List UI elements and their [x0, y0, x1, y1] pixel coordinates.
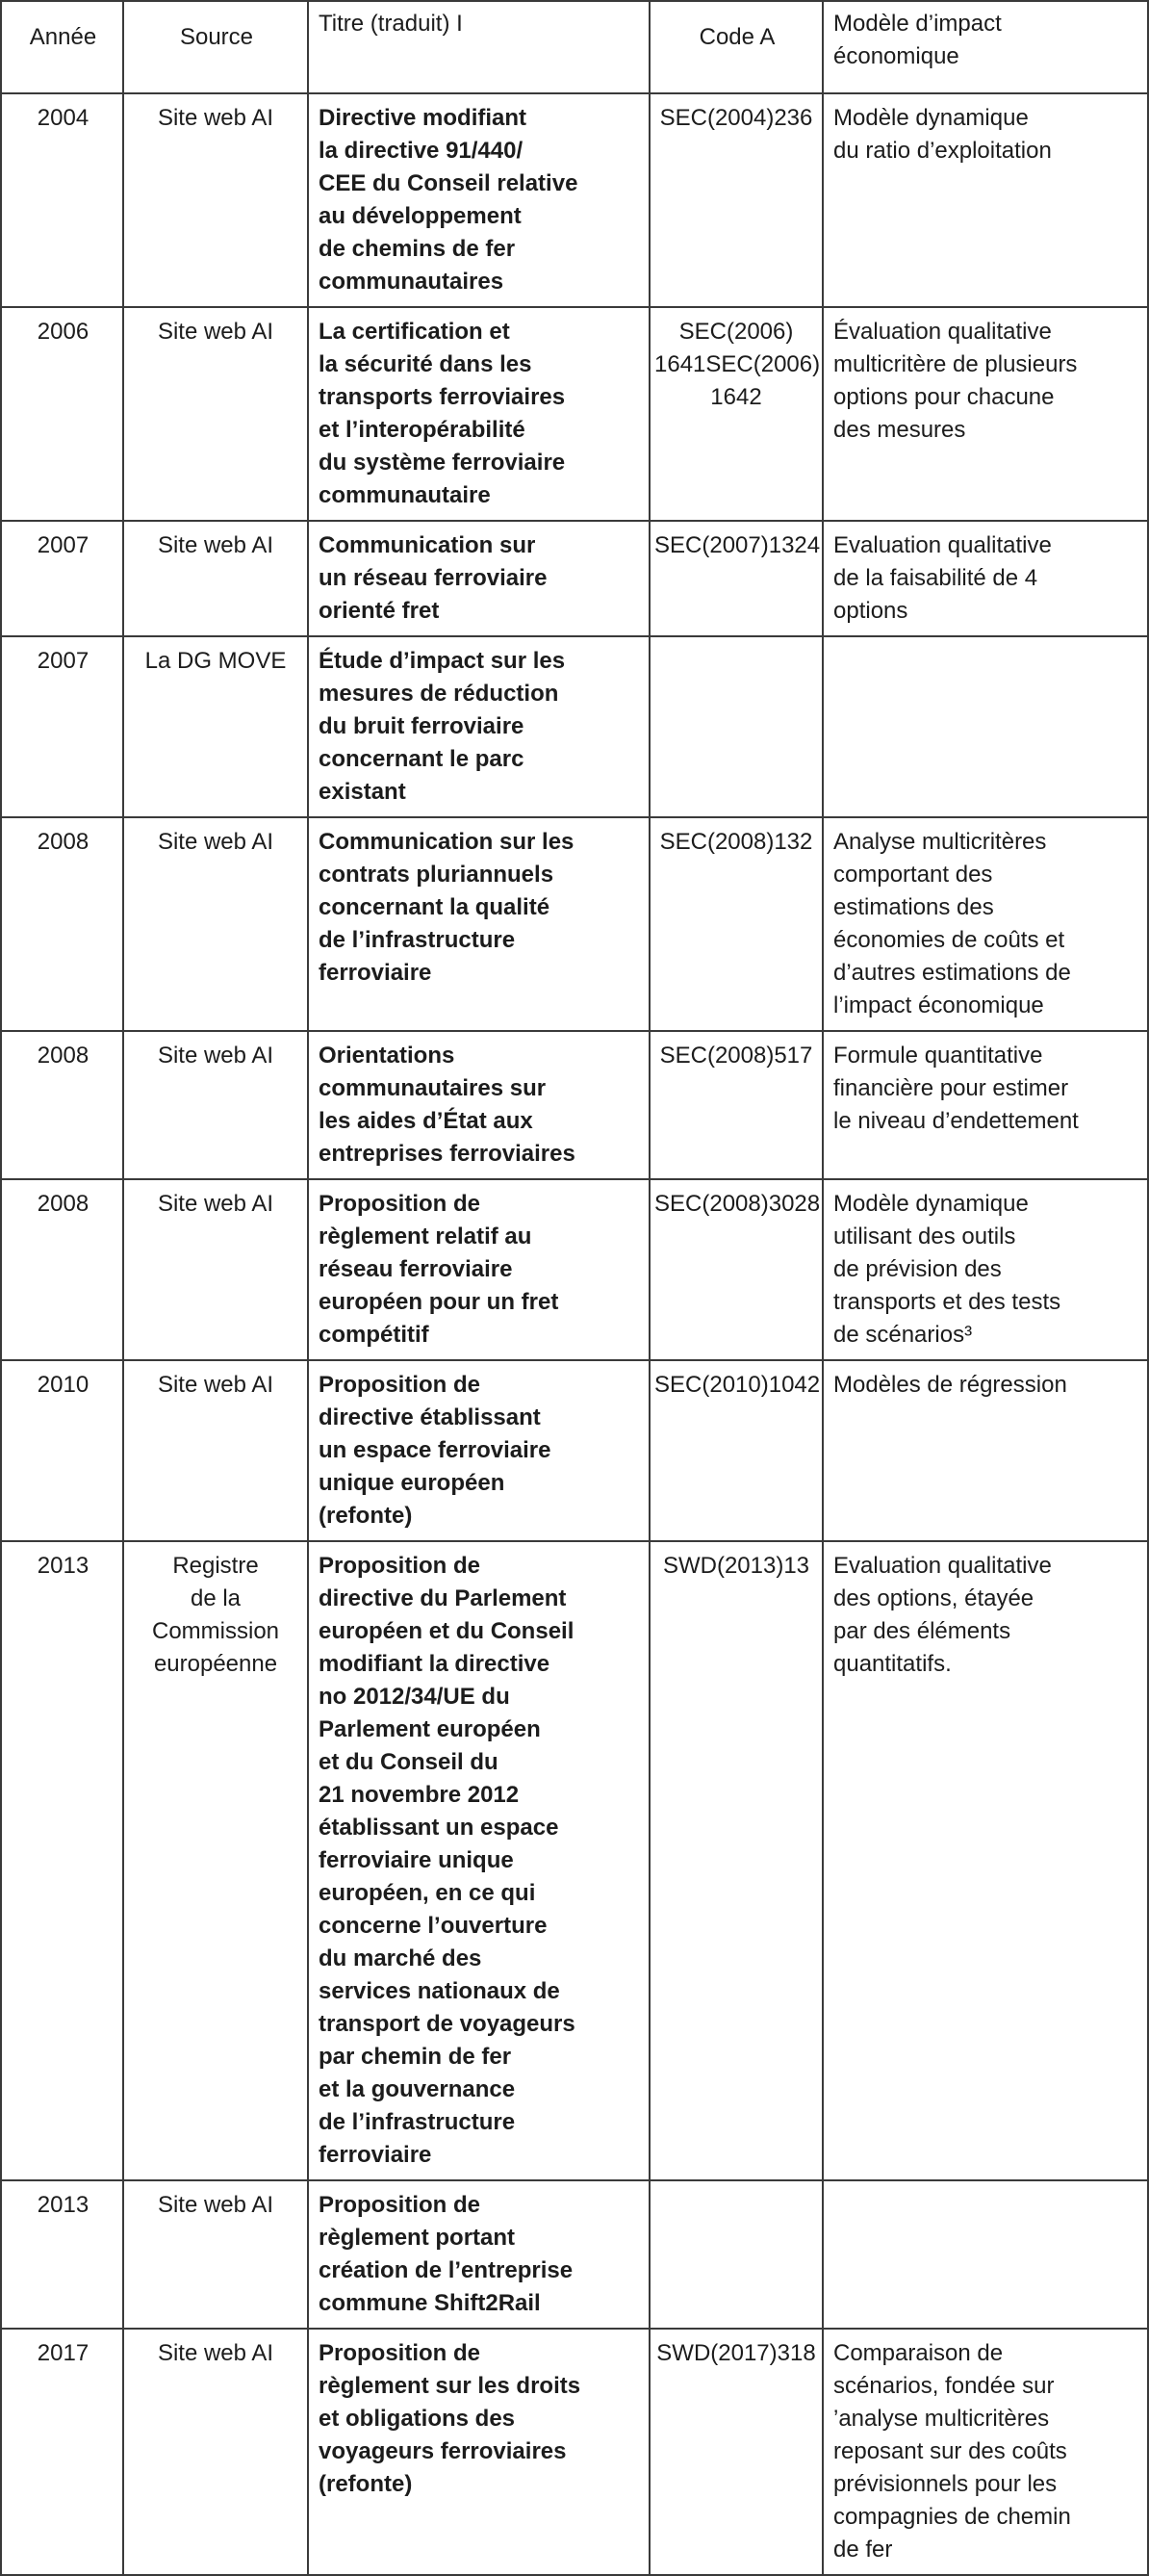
cell-annee: 2007: [1, 521, 123, 636]
cell-annee: 2006: [1, 307, 123, 521]
table-row: [1, 2180, 1148, 2329]
cell-titre: Proposition de règlement portant création de l’entreprise commune Shift2Rail: [308, 2180, 650, 2329]
table-row: [1, 307, 1148, 521]
cell-titre: Étude d’impact sur les mesures de réduction du bruit ferroviaire concernant le parc existant: [308, 636, 650, 817]
cell-source: Site web AI: [123, 307, 308, 521]
cell-annee: 2007: [1, 636, 123, 817]
cell-titre: La certification et la sécurité dans les transports ferroviaires et l’interopérabilité du système ferroviaire communautaire: [308, 307, 650, 521]
cell-code: [650, 2180, 823, 2329]
cell-titre: Orientations communautaires sur les aides d’État aux entreprises ferroviaires: [308, 1031, 650, 1179]
table-row: [1, 521, 1148, 636]
cell-code: SEC(2008)3028: [650, 1179, 823, 1360]
header-source: Source: [123, 1, 308, 93]
cell-annee: 2008: [1, 1179, 123, 1360]
table-body: [1, 93, 1148, 2575]
cell-annee: 2013: [1, 2180, 123, 2329]
cell-annee: 2013: [1, 1541, 123, 2180]
cell-modele: Evaluation qualitative des options, étayée par des éléments quantitatifs.: [823, 1541, 1148, 2180]
cell-modele: Analyse multicritères comportant des estimations des économies de coûts et d’autres estimations de l’impact économique: [823, 817, 1148, 1031]
cell-code: SEC(2007)1324: [650, 521, 823, 636]
cell-source: Site web AI: [123, 93, 308, 307]
table-row: [1, 636, 1148, 817]
table-header: [1, 1, 1148, 93]
cell-source: Site web AI: [123, 1360, 308, 1541]
cell-source: Site web AI: [123, 817, 308, 1031]
cell-annee: 2008: [1, 1031, 123, 1179]
cell-annee: 2004: [1, 93, 123, 307]
cell-code: SEC(2010)1042: [650, 1360, 823, 1541]
cell-modele: Comparaison de scénarios, fondée sur ’analyse multicritères reposant sur des coûts prévisionnels pour les compagnies de chemin de fer: [823, 2329, 1148, 2575]
cell-modele: [823, 636, 1148, 817]
cell-annee: 2008: [1, 817, 123, 1031]
cell-titre: Communication sur un réseau ferroviaire orienté fret: [308, 521, 650, 636]
cell-source: Site web AI: [123, 2180, 308, 2329]
cell-source: La DG MOVE: [123, 636, 308, 817]
cell-code: SEC(2006) 1641SEC(2006) 1642: [650, 307, 823, 521]
header-row: [1, 1, 1148, 93]
cell-modele: Évaluation qualitative multicritère de plusieurs options pour chacune des mesures: [823, 307, 1148, 521]
cell-titre: Proposition de directive établissant un espace ferroviaire unique européen (refonte): [308, 1360, 650, 1541]
cell-code: SWD(2017)318: [650, 2329, 823, 2575]
cell-modele: Formule quantitative financière pour estimer le niveau d’endettement: [823, 1031, 1148, 1179]
cell-source: Site web AI: [123, 1031, 308, 1179]
cell-code: [650, 636, 823, 817]
cell-titre: Proposition de directive du Parlement européen et du Conseil modifiant la directive no 2012/34/UE du Parlement européen et du Conseil du 21 novembre 2012 établissant un espace ferroviaire unique européen, en ce qui concerne l’ouverture du marché des services nationaux de transport de voyageurs par chemin de fer et la gouvernance de l’infrastructure ferroviaire: [308, 1541, 650, 2180]
cell-modele: Modèle dynamique du ratio d’exploitation: [823, 93, 1148, 307]
cell-source: Site web AI: [123, 2329, 308, 2575]
cell-titre: Proposition de règlement relatif au réseau ferroviaire européen pour un fret compétitif: [308, 1179, 650, 1360]
cell-titre: Communication sur les contrats pluriannuels concernant la qualité de l’infrastructure ferroviaire: [308, 817, 650, 1031]
cell-modele: Modèles de régression: [823, 1360, 1148, 1541]
cell-modele: [823, 2180, 1148, 2329]
cell-source: Registre de la Commission européenne: [123, 1541, 308, 2180]
cell-code: SEC(2004)236: [650, 93, 823, 307]
cell-annee: 2010: [1, 1360, 123, 1541]
cell-modele: Modèle dynamique utilisant des outils de prévision des transports et des tests de scénarios³: [823, 1179, 1148, 1360]
table-row: [1, 1031, 1148, 1179]
header-annee: Année: [1, 1, 123, 93]
table-row: [1, 817, 1148, 1031]
cell-titre: Directive modifiant la directive 91/440/ CEE du Conseil relative au développement de chemins de fer communautaires: [308, 93, 650, 307]
cell-code: SWD(2013)13: [650, 1541, 823, 2180]
table-row: [1, 2329, 1148, 2575]
header-modele: Modèle d’impact économique: [823, 1, 1148, 93]
cell-source: Site web AI: [123, 521, 308, 636]
header-titre: Titre (traduit) I: [308, 1, 650, 93]
header-code: Code A: [650, 1, 823, 93]
table-row: [1, 1179, 1148, 1360]
cell-annee: 2017: [1, 2329, 123, 2575]
cell-code: SEC(2008)132: [650, 817, 823, 1031]
cell-titre: Proposition de règlement sur les droits et obligations des voyageurs ferroviaires (refonte): [308, 2329, 650, 2575]
cell-code: SEC(2008)517: [650, 1031, 823, 1179]
table-row: [1, 93, 1148, 307]
table-row: [1, 1360, 1148, 1541]
cell-modele: Evaluation qualitative de la faisabilité de 4 options: [823, 521, 1148, 636]
cell-source: Site web AI: [123, 1179, 308, 1360]
table-row: [1, 1541, 1148, 2180]
